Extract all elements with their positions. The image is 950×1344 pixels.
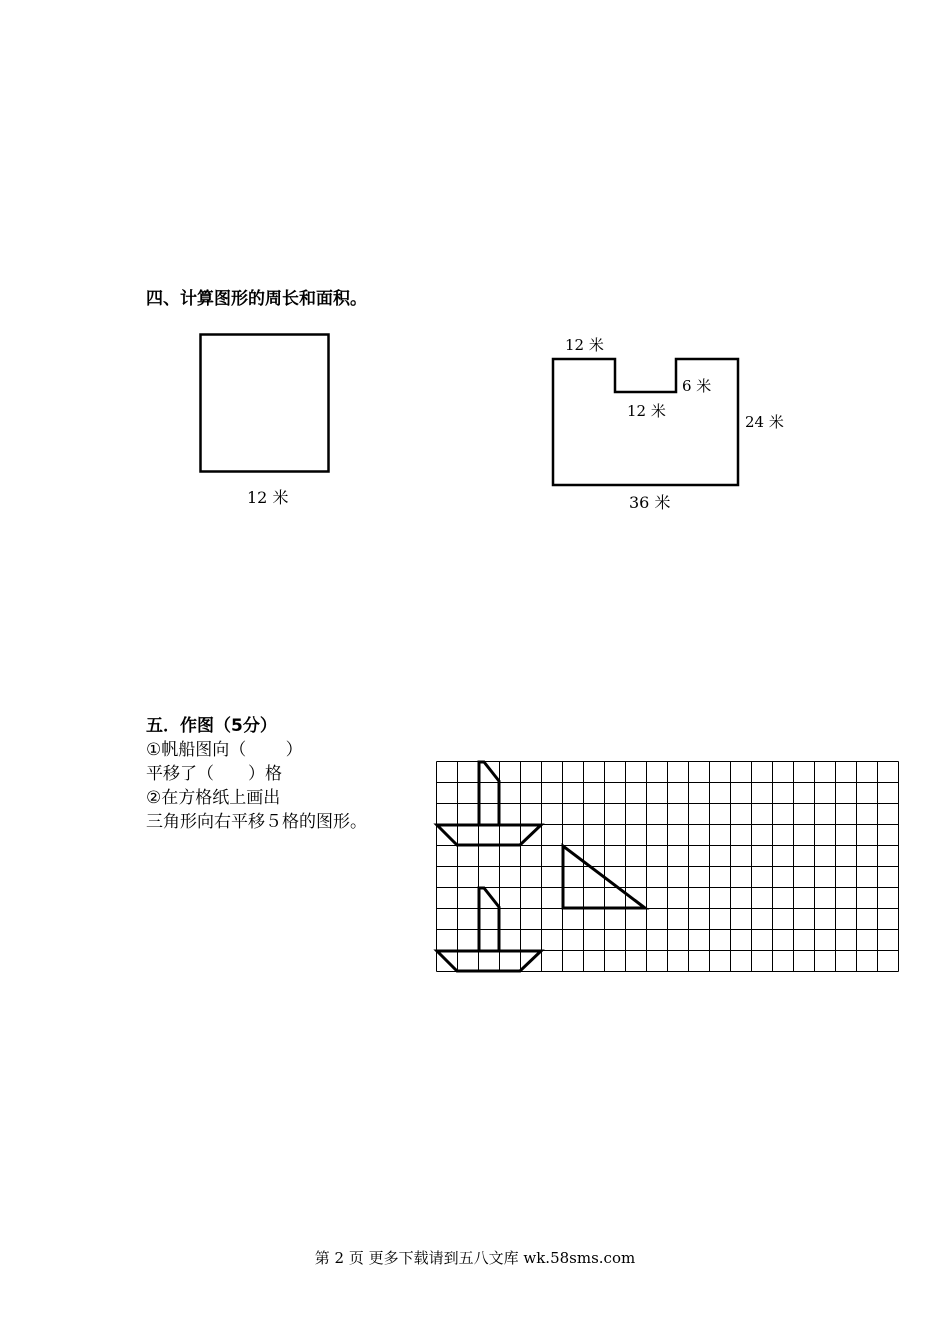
- notch-width-label: 12 米: [627, 402, 666, 420]
- section-5-line-4: 三角形向右平移５格的图形。: [146, 812, 367, 832]
- notch-depth-label: 6 米: [682, 377, 712, 395]
- square-grid: [437, 762, 899, 972]
- notched-height-label: 24 米: [745, 413, 784, 431]
- square-figure: [201, 335, 329, 472]
- section-5-block: [146, 714, 416, 834]
- notched-base-label: 36 米: [629, 493, 671, 512]
- sailboat-original-sail: [479, 762, 499, 825]
- section-5-line-3: ②在方格纸上画出: [146, 788, 281, 808]
- sailboat-original-hull: [437, 825, 541, 845]
- section-5-line-2: 平移了（ ）格: [146, 764, 282, 784]
- notched-top-left-label: 12 米: [565, 336, 604, 354]
- page-footer: 第 2 页 更多下载请到五八文库 wk.58sms.com: [314, 1249, 636, 1267]
- sailboat-translated-hull: [437, 951, 541, 971]
- section-4-heading: 四、计算图形的周长和面积。: [146, 289, 367, 309]
- square-side-label: 12 米: [247, 488, 289, 507]
- section-5-title: 五．作图（5分）: [146, 716, 277, 736]
- sailboat-translated-sail: [479, 888, 499, 951]
- section-5-line-1: ①帆船图向（ ）: [146, 740, 303, 760]
